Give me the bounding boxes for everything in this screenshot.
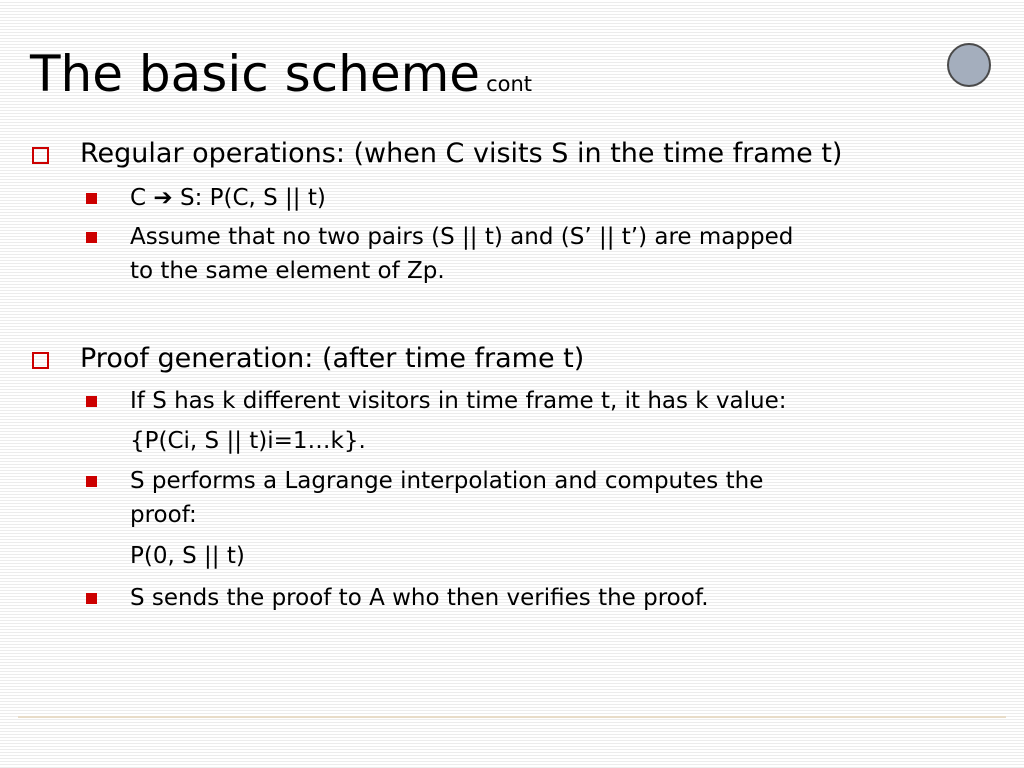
arrow-icon: ➔ [153,185,173,211]
section-heading: Regular operations: (when C visits S in the time frame t) [80,138,843,169]
slide-title [30,44,532,114]
filled-square-bullet-icon [86,232,97,243]
list-item-line: If S has k different visitors in time frame t, it has k value: [130,388,787,414]
decorative-circle [947,43,991,87]
item-pre: C [130,185,154,211]
title-text: The basic scheme [30,45,481,103]
filled-square-bullet-icon [86,193,97,204]
hollow-square-bullet-icon [32,147,49,164]
filled-square-bullet-icon [86,396,97,407]
filled-square-bullet-icon [86,476,97,487]
list-item-continuation: {P(Ci, S || t)i=1…k}. [130,428,366,454]
hollow-square-bullet-icon [32,352,49,369]
list-item-line: S sends the proof to A who then verifies the proof. [130,585,709,611]
list-item-line: to the same element of Zp. [130,258,445,284]
item-post: S: P(C, S || t) [172,185,326,211]
section-heading: Proof generation: (after time frame t) [80,343,585,374]
footer-divider [18,716,1006,718]
list-item-line: S performs a Lagrange interpolation and computes the [130,468,764,494]
filled-square-bullet-icon [86,593,97,604]
list-item-line: proof: [130,502,197,528]
list-item [130,181,990,215]
title-suffix: cont [486,72,532,96]
list-item-continuation: P(0, S || t) [130,543,245,569]
list-item-line: Assume that no two pairs (S || t) and (S’ || t’) are mapped [130,224,794,250]
